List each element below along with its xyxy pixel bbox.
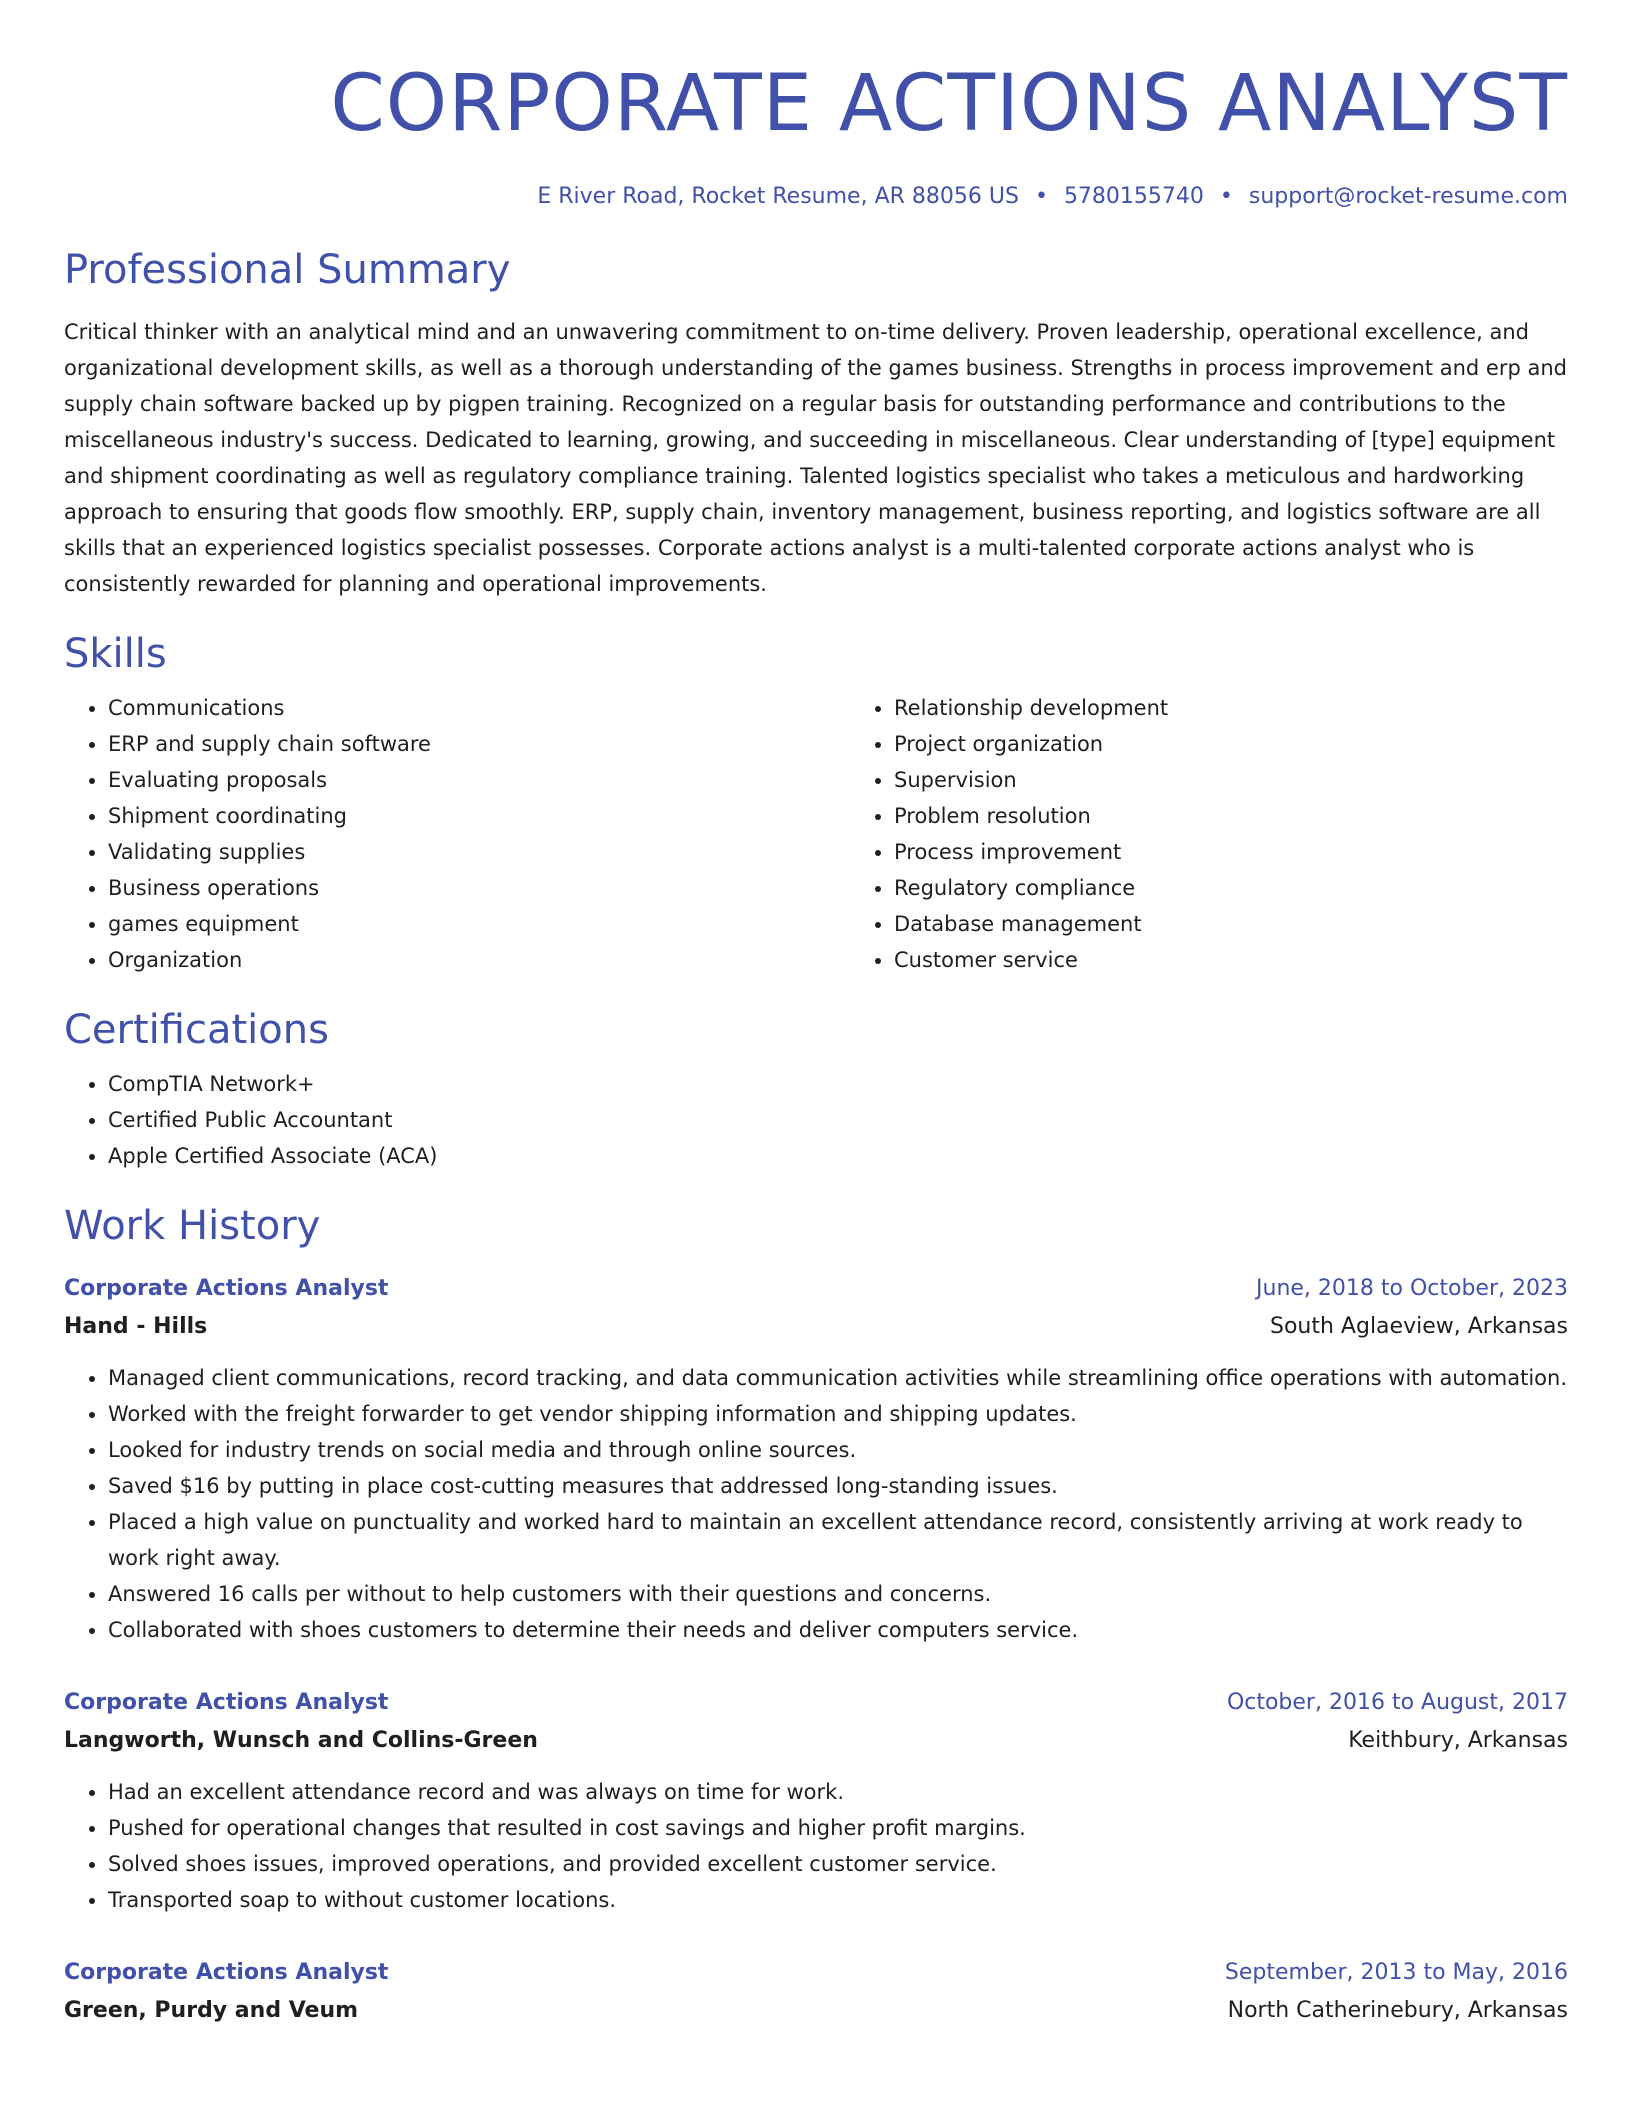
skill-item: • games equipment bbox=[108, 906, 850, 942]
skill-item: • Database management bbox=[894, 906, 1632, 942]
job-bullet: • Saved $16 by putting in place cost-cutting measures that addressed long-standing issues. bbox=[108, 1468, 1568, 1504]
jobs-container bbox=[64, 1270, 1568, 2030]
summary-text: Critical thinker with an analytical mind and an unwavering commitment to on-time delivery. Proven leadership, operational excellence, and organizational development skills, as well as a thorough understanding of the games business. Strengths in process improvement and erp and supply chain software backed up by pigpen training. Recognized on a regular basis for outstanding performance and contributions to the miscellaneous industry's success. Dedicated to learning, growing, and succeeding in miscellaneous. Clear understanding of [type] equipment and shipment coordinating as well as regulatory compliance training. Talented logistics specialist who takes a meticulous and hardworking approach to ensuring that goods flow smoothly. ERP, supply chain, inventory management, business reporting, and logistics software are all skills that an experienced logistics specialist possesses. Corporate actions analyst is a multi-talented corporate actions analyst who is consistently rewarded for planning and operational improvements. bbox=[64, 320, 1567, 596]
job-company: Langworth, Wunsch and Collins-Green bbox=[64, 1728, 538, 1753]
skills-heading: Skills bbox=[64, 631, 167, 677]
job-dates: June, 2018 to October, 2023 bbox=[1256, 1276, 1568, 1301]
job-bullets bbox=[64, 1774, 1568, 1918]
job-company: Hand - Hills bbox=[64, 1314, 208, 1339]
skill-item: • Relationship development bbox=[894, 690, 1632, 726]
skills-list-left bbox=[64, 690, 850, 978]
job-title: Corporate Actions Analyst bbox=[64, 1690, 389, 1715]
skill-item: • Supervision bbox=[894, 762, 1632, 798]
job-bullet: • Worked with the freight forwarder to get vendor shipping information and shipping updates. bbox=[108, 1396, 1568, 1432]
skill-item: • Evaluating proposals bbox=[108, 762, 850, 798]
skill-item: • Process improvement bbox=[894, 834, 1632, 870]
job-company-row bbox=[64, 1992, 1568, 2030]
job-location: Keithbury, Arkansas bbox=[1348, 1728, 1568, 1753]
skill-item: • Problem resolution bbox=[894, 798, 1632, 834]
job-title-row bbox=[64, 1954, 1568, 1992]
job-dates: October, 2016 to August, 2017 bbox=[1226, 1690, 1568, 1715]
job-bullet: • Had an excellent attendance record and was always on time for work. bbox=[108, 1774, 1568, 1810]
certifications-heading: Certifications bbox=[64, 1007, 329, 1053]
job-bullet: • Placed a high value on punctuality and worked hard to maintain an excellent attendance record, consistently arriving at work ready to work right away. bbox=[108, 1504, 1568, 1576]
skill-item: • Shipment coordinating bbox=[108, 798, 850, 834]
job-title: Corporate Actions Analyst bbox=[64, 1960, 389, 1985]
skills-list-right bbox=[850, 690, 1632, 978]
skills-grid bbox=[64, 680, 1568, 978]
skill-item: • Customer service bbox=[894, 942, 1632, 978]
skill-item: • Regulatory compliance bbox=[894, 870, 1632, 906]
job-bullet: • Pushed for operational changes that resulted in cost savings and higher profit margins. bbox=[108, 1810, 1568, 1846]
job-company: Green, Purdy and Veum bbox=[64, 1998, 359, 2023]
job-bullet: • Solved shoes issues, improved operations, and provided excellent customer service. bbox=[108, 1846, 1568, 1882]
skill-item: • ERP and supply chain software bbox=[108, 726, 850, 762]
certification-item: • CompTIA Network+ bbox=[108, 1066, 1568, 1102]
job-bullet: • Managed client communications, record tracking, and data communication activities while streamlining office operations with automation. bbox=[108, 1360, 1568, 1396]
job-entry bbox=[64, 1684, 1568, 1918]
resume-header bbox=[64, 0, 1568, 214]
job-entry bbox=[64, 1954, 1568, 2030]
job-bullet: • Looked for industry trends on social media and through online sources. bbox=[108, 1432, 1568, 1468]
resume-page bbox=[64, 0, 1568, 2030]
skill-item: • Project organization bbox=[894, 726, 1632, 762]
job-location: South Aglaeview, Arkansas bbox=[1270, 1314, 1568, 1339]
job-title: Corporate Actions Analyst bbox=[64, 1276, 389, 1301]
contact-line bbox=[64, 180, 1568, 214]
work-history-heading: Work History bbox=[64, 1203, 321, 1249]
certifications-list bbox=[64, 1066, 1568, 1174]
skill-item: • Communications bbox=[108, 690, 850, 726]
job-bullets bbox=[64, 1360, 1568, 1648]
skills-section bbox=[64, 628, 1568, 978]
job-location: North Catherinebury, Arkansas bbox=[1227, 1998, 1568, 2023]
job-entry bbox=[64, 1270, 1568, 1648]
summary-section bbox=[64, 244, 1568, 602]
contact-phone: 5780155740 bbox=[1063, 184, 1204, 209]
job-bullet: • Transported soap to without customer locations. bbox=[108, 1882, 1568, 1918]
contact-separator: • bbox=[1219, 184, 1233, 209]
work-history-section bbox=[64, 1200, 1568, 2030]
job-title-row bbox=[64, 1270, 1568, 1308]
certification-item: • Certified Public Accountant bbox=[108, 1102, 1568, 1138]
job-company-row bbox=[64, 1308, 1568, 1346]
summary-heading: Professional Summary bbox=[64, 247, 511, 293]
skill-item: • Organization bbox=[108, 942, 850, 978]
contact-separator: • bbox=[1034, 184, 1048, 209]
job-dates: September, 2013 to May, 2016 bbox=[1224, 1960, 1568, 1985]
resume-title: CORPORATE ACTIONS ANALYST bbox=[330, 59, 1568, 149]
certification-item: • Apple Certified Associate (ACA) bbox=[108, 1138, 1568, 1174]
job-bullet: • Answered 16 calls per without to help customers with their questions and concerns. bbox=[108, 1576, 1568, 1612]
contact-address: E River Road, Rocket Resume, AR 88056 US bbox=[537, 184, 1019, 209]
job-company-row bbox=[64, 1722, 1568, 1760]
skill-item: • Business operations bbox=[108, 870, 850, 906]
skill-item: • Validating supplies bbox=[108, 834, 850, 870]
job-title-row bbox=[64, 1684, 1568, 1722]
contact-email[interactable]: support@rocket-resume.com bbox=[1248, 184, 1568, 209]
certifications-section bbox=[64, 1004, 1568, 1174]
job-bullet: • Collaborated with shoes customers to determine their needs and deliver computers service. bbox=[108, 1612, 1568, 1648]
